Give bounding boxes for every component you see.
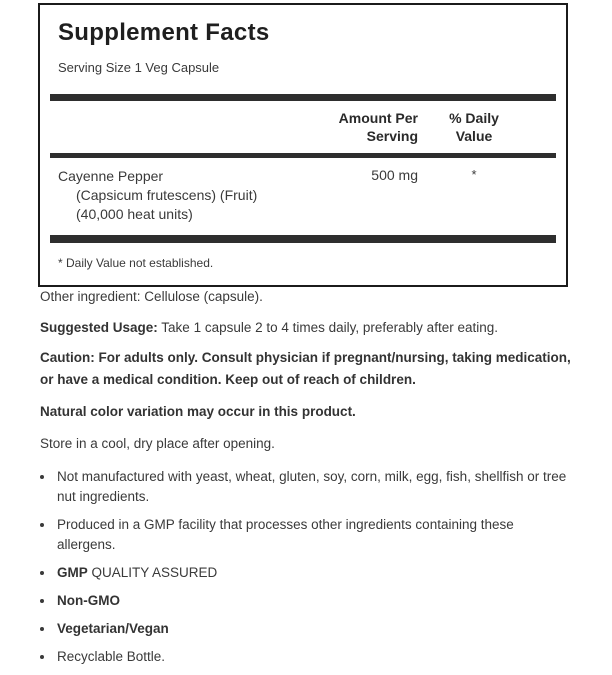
label-copy — [40, 286, 574, 675]
supplement-facts-panel — [38, 3, 568, 287]
list-item-recyclable-bottle: • Recyclable Bottle. — [55, 647, 574, 667]
amount-header-line2: Serving — [366, 128, 418, 144]
ingredient-name: Cayenne Pepper — [58, 168, 164, 184]
ingredient-row — [50, 158, 556, 235]
divider-bar-top — [50, 94, 556, 101]
storage-text: Store in a cool, dry place after opening. — [40, 436, 275, 451]
table-header-row — [50, 101, 556, 153]
product-claims-list — [55, 467, 574, 667]
ingredient-detail-botanical: (Capsicum frutescens) (Fruit) — [76, 187, 258, 203]
caution-text: Caution: For adults only. Consult physician if pregnant/nursing, taking medication, or have a medical condition. Keep out of reach of children. — [40, 350, 571, 387]
other-ingredient-text: Other ingredient: Cellulose (capsule). — [40, 289, 263, 304]
list-item-vegetarian-vegan: • Vegetarian/Vegan — [55, 619, 574, 639]
panel-title: Supplement Facts — [58, 19, 270, 46]
list-item-allergens: • Not manufactured with yeast, wheat, gluten, soy, corn, milk, egg, fish, shellfish or tree nut ingredients. — [55, 467, 574, 507]
dv-header-line1: % Daily — [449, 110, 499, 126]
dv-header-line2: Value — [455, 128, 493, 144]
divider-bar-bottom — [50, 235, 556, 243]
suggested-usage-text — [40, 317, 574, 338]
list-item-non-gmo: • Non-GMO — [55, 591, 574, 611]
amount-header-line1: Amount Per — [338, 110, 418, 126]
daily-value-footnote: * Daily Value not established. — [58, 256, 214, 270]
column-header-amount — [306, 109, 418, 145]
suggested-usage-body: Take 1 capsule 2 to 4 times daily, preferably after eating. — [161, 320, 498, 335]
list-item-gmp-facility: • Produced in a GMP facility that processes other ingredients containing these allergens. — [55, 515, 574, 555]
ingredient-amount: 500 mg — [371, 167, 418, 183]
ingredient-name-block — [58, 167, 306, 224]
ingredient-daily-value: * — [471, 167, 477, 182]
column-header-daily-value — [438, 109, 510, 145]
ingredient-detail-heat-units: (40,000 heat units) — [76, 206, 193, 222]
natural-color-text: Natural color variation may occur in this product. — [40, 404, 356, 419]
serving-size: Serving Size 1 Veg Capsule — [58, 60, 220, 75]
list-item-gmp-quality: • GMP QUALITY ASSURED — [55, 563, 574, 583]
suggested-usage-label: Suggested Usage: — [40, 320, 158, 335]
